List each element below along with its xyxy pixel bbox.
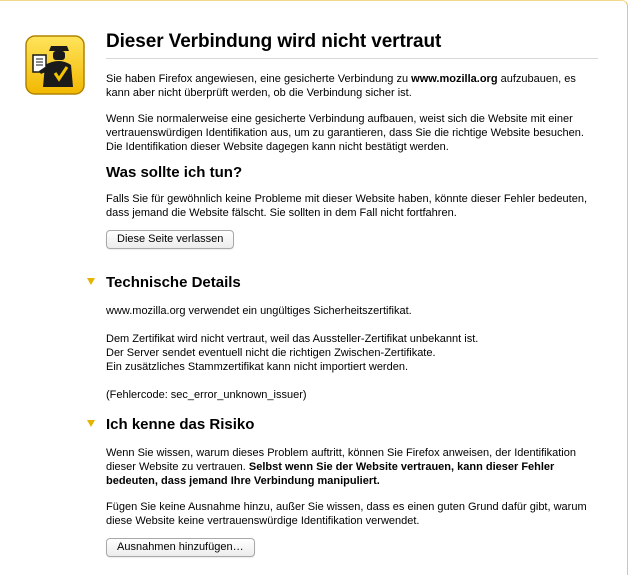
error-code: (Fehlercode: sec_error_unknown_issuer) <box>106 389 307 401</box>
security-officer-icon <box>25 35 85 95</box>
host-name: www.mozilla.org <box>411 73 498 85</box>
technical-line-1: www.mozilla.org verwendet ein ungültiges Sicherheitszertifikat. <box>106 305 412 317</box>
disclosure-triangle-icon[interactable] <box>87 278 95 285</box>
risk-toggle[interactable] <box>106 415 598 434</box>
risk-heading[interactable]: Ich kenne das Risiko <box>106 416 255 433</box>
add-exception-button[interactable]: Ausnahmen hinzufügen… <box>106 538 255 557</box>
technical-details-toggle[interactable] <box>106 273 598 292</box>
risk-text-2: Fügen Sie keine Ausnahme hinzu, außer Sie wissen, dass es einen guten Grund dafür gibt, warum diese Website keine vertrauenswürdige Identifikation verwendet. <box>106 501 587 527</box>
what-to-do-text: Falls Sie für gewöhnlich keine Probleme mit dieser Website haben, könnte dieser Fehler bedeuten, dass jemand die Website fälscht. Sie sollten in dem Fall nicht fortfahren. <box>106 193 588 219</box>
what-to-do-heading: Was sollte ich tun? <box>106 164 243 181</box>
leave-page-button[interactable]: Diese Seite verlassen <box>106 230 234 249</box>
risk-text: Wenn Sie wissen, warum dieses Problem auftritt, können Sie Firefox anweisen, der Identifikation dieser Website zu vertrauen. Selbst wenn Sie der Website vertrauen, kann dieser Fehler bedeuten, dass jemand Ihre Verbindung manipuliert. <box>106 447 576 487</box>
risk-warning: Selbst wenn Sie der Website vertrauen, kann dieser Fehler bedeuten, dass jemand Ihre Verbindung manipuliert. <box>106 461 555 487</box>
intro-text: Sie haben Firefox angewiesen, eine gesicherte Verbindung zu www.mozilla.org aufzubauen, es kann aber nicht überprüft werden, ob die Verbindung sicher ist. <box>106 73 576 99</box>
page-title: Dieser Verbindung wird nicht vertraut <box>106 30 598 59</box>
technical-explanation: Dem Zertifikat wird nicht vertraut, weil das Aussteller-Zertifikat unbekannt ist. Der Server sendet eventuell nicht die richtigen Zwischen-Zertifikate. Ein zusätzliches Stammzertifikat kann nicht importiert werden. <box>106 333 479 373</box>
technical-details-heading[interactable]: Technische Details <box>106 274 241 291</box>
explanation-text: Wenn Sie normalerweise eine gesicherte Verbindung aufbauen, weist sich die Website mit einer vertrauenswürdigen Identifikation aus, um zu garantieren, dass Sie die richtige Website besuchen. Die Identifikation dieser Website dagegen kann nicht bestätigt werden. <box>106 113 584 153</box>
error-content <box>106 30 598 557</box>
disclosure-triangle-icon[interactable] <box>87 420 95 427</box>
